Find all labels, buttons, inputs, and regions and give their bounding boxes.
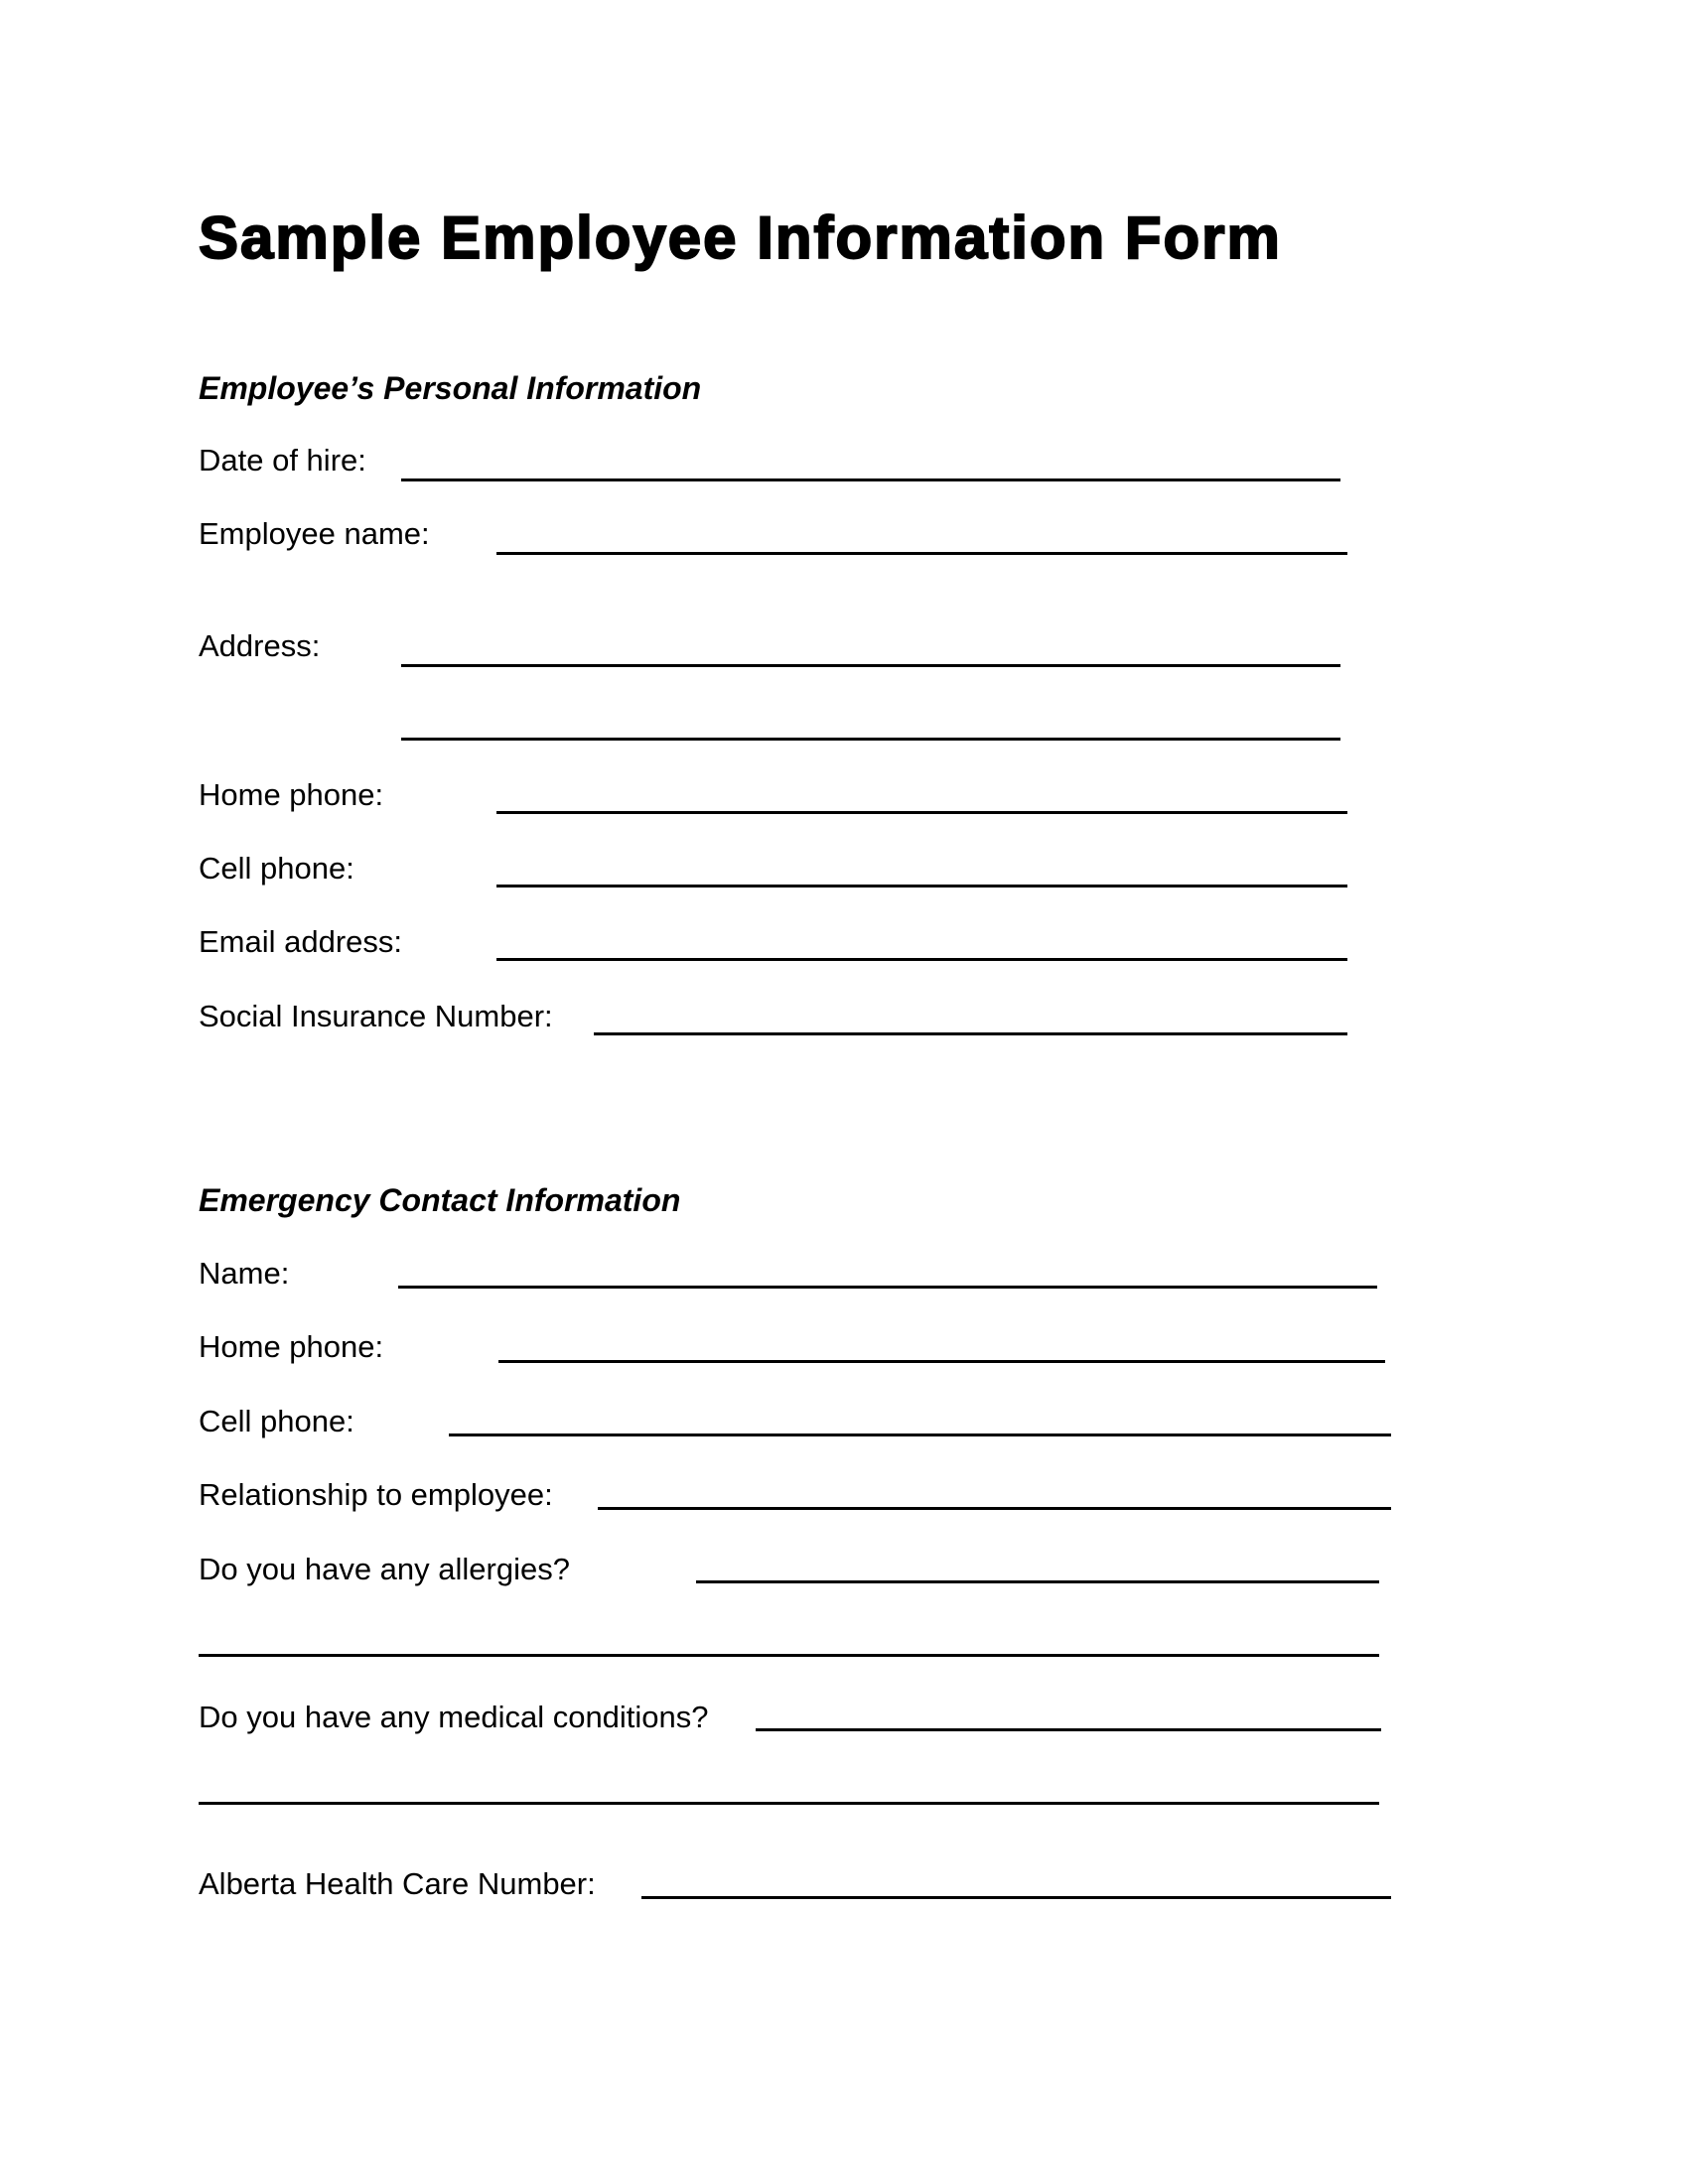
label-medical-conditions: Do you have any medical conditions?	[199, 1700, 709, 1734]
label-relationship-to-employee: Relationship to employee:	[199, 1477, 553, 1512]
section-heading-personal: Employee’s Personal Information	[199, 370, 702, 406]
alberta-health-care-number-line[interactable]	[641, 1896, 1391, 1899]
label-date-of-hire: Date of hire:	[199, 443, 366, 478]
label-address: Address:	[199, 628, 321, 663]
label-emergency-name: Name:	[199, 1256, 290, 1291]
section-heading-emergency: Emergency Contact Information	[199, 1182, 681, 1218]
medical-conditions-line-1[interactable]	[756, 1728, 1381, 1731]
form-title: Sample Employee Information Form	[199, 205, 1282, 271]
cell-phone-line[interactable]	[496, 885, 1347, 887]
allergies-line-1[interactable]	[696, 1580, 1379, 1583]
label-alberta-health-care-number: Alberta Health Care Number:	[199, 1866, 596, 1901]
emergency-name-line[interactable]	[398, 1286, 1377, 1289]
address-line-1[interactable]	[401, 664, 1340, 667]
employee-name-line[interactable]	[496, 552, 1347, 555]
medical-conditions-line-2[interactable]	[199, 1802, 1379, 1805]
email-address-line[interactable]	[496, 958, 1347, 961]
allergies-line-2[interactable]	[199, 1654, 1379, 1657]
emergency-home-phone-line[interactable]	[498, 1360, 1385, 1363]
label-emergency-home-phone: Home phone:	[199, 1329, 384, 1364]
address-line-2[interactable]	[401, 738, 1340, 741]
label-email-address: Email address:	[199, 924, 403, 959]
emergency-cell-phone-line[interactable]	[449, 1433, 1391, 1436]
date-of-hire-line[interactable]	[401, 478, 1340, 481]
label-social-insurance-number: Social Insurance Number:	[199, 999, 553, 1033]
label-employee-name: Employee name:	[199, 516, 430, 551]
label-emergency-cell-phone: Cell phone:	[199, 1404, 354, 1438]
social-insurance-number-line[interactable]	[594, 1032, 1347, 1035]
label-cell-phone: Cell phone:	[199, 851, 354, 886]
label-allergies: Do you have any allergies?	[199, 1552, 570, 1586]
label-home-phone: Home phone:	[199, 777, 384, 812]
relationship-to-employee-line[interactable]	[598, 1507, 1391, 1510]
home-phone-line[interactable]	[496, 811, 1347, 814]
